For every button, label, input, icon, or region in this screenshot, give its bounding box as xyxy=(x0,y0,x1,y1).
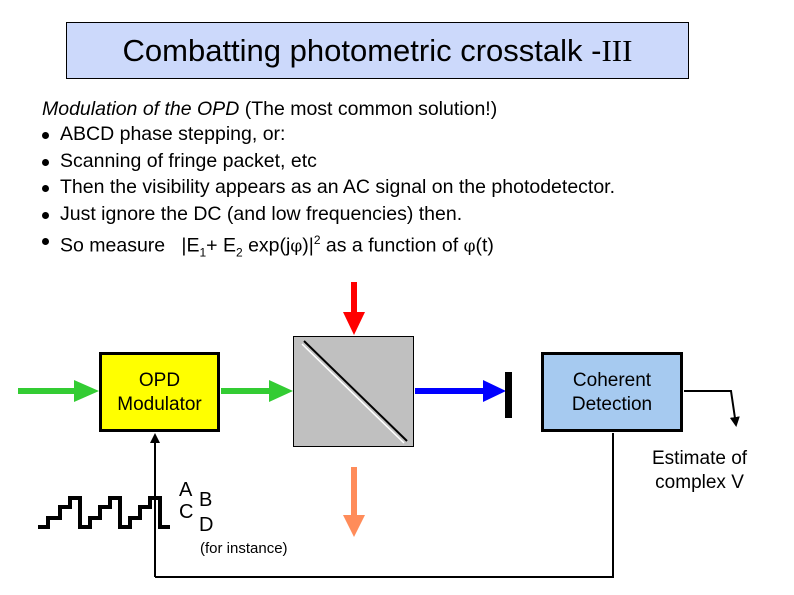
estimate-label-1: Estimate of xyxy=(652,448,748,469)
intro-emphasis: Modulation of the OPD xyxy=(42,98,240,120)
coherent-detection-label-2: Detection xyxy=(571,394,653,415)
formula-part: + E xyxy=(206,234,236,257)
opd-modulator-box xyxy=(99,352,220,432)
output-arrow-orange xyxy=(343,467,365,537)
bullet-text: ABCD phase stepping, or: xyxy=(60,123,286,145)
opd-to-splitter-arrow xyxy=(221,380,293,402)
splitter-to-detector-arrow xyxy=(415,380,506,402)
phi-symbol: φ xyxy=(290,236,303,257)
formula-subscript: 1 xyxy=(199,245,207,260)
intro-rest: (The most common solution!) xyxy=(239,98,498,120)
opd-modulator-label-2: Modulator xyxy=(117,394,202,415)
title-roman-numeral: III xyxy=(601,33,633,68)
phi-symbol: φ xyxy=(463,236,476,257)
detector-output-line xyxy=(684,391,736,425)
bullet-text: Just ignore the DC (and low frequencies) then. xyxy=(60,202,463,225)
formula-subscript: 2 xyxy=(235,245,243,260)
estimate-label-2: complex V xyxy=(655,472,744,493)
formula-part: So measure |E xyxy=(60,234,200,257)
phase-label-c: C xyxy=(179,501,194,523)
for-instance-label: (for instance) xyxy=(200,540,288,557)
title-text: Combatting photometric crosstalk - xyxy=(122,33,602,68)
formula-part: (t) xyxy=(475,234,494,257)
abcd-step-waveform xyxy=(38,498,170,527)
phase-label-b: B xyxy=(199,489,213,511)
beam-splitter xyxy=(293,336,414,447)
formula-superscript: 2 xyxy=(313,233,321,247)
coherent-detection-box xyxy=(541,352,683,432)
phase-label-d: D xyxy=(199,514,214,536)
splitter-diagonal-icon xyxy=(294,337,413,446)
estimate-label xyxy=(652,447,747,495)
phase-label-a: A xyxy=(179,479,193,501)
input-arrow-red xyxy=(343,282,365,335)
photodetector-bar-icon xyxy=(505,372,512,418)
opd-modulator-label-1: OPD xyxy=(138,370,181,391)
formula-part: exp(j xyxy=(242,234,291,257)
bullet-text: Scanning of fringe packet, etc xyxy=(60,149,317,172)
formula-part: )| xyxy=(302,234,314,257)
input-arrow-green xyxy=(18,380,99,402)
bullet-text: Then the visibility appears as an AC signal on the photodetector. xyxy=(60,176,616,198)
coherent-detection-label-1: Coherent xyxy=(572,370,652,391)
formula-part: as a function of xyxy=(320,234,464,257)
